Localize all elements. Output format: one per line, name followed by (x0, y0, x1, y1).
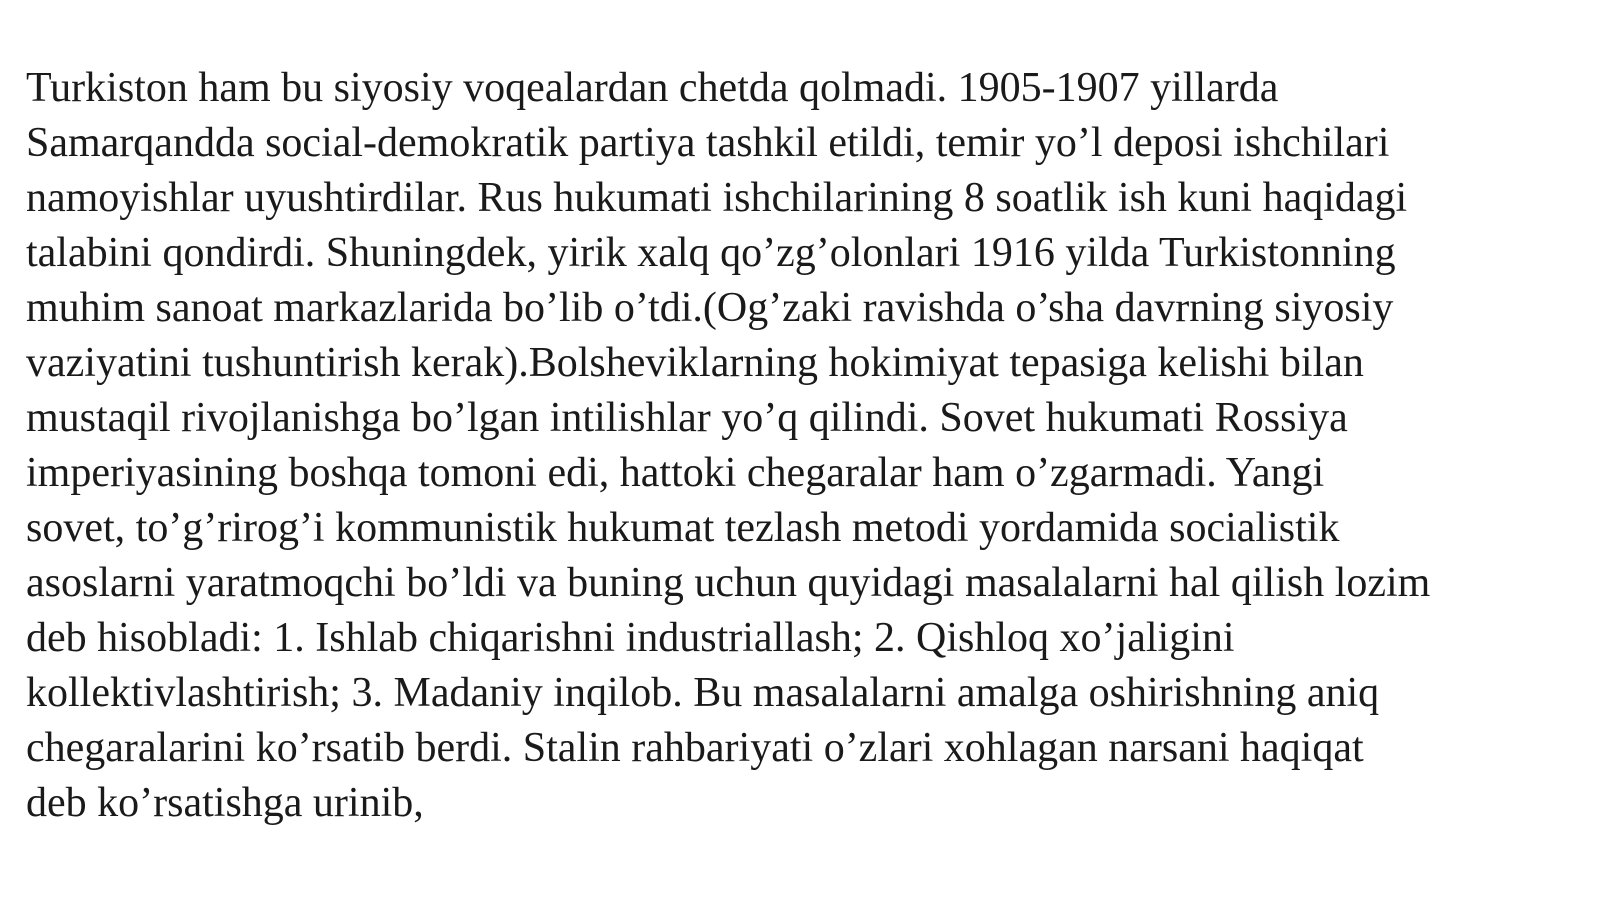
text-line: chegaralarini ko’rsatib berdi. Stalin rahbariyati o’zlari xohlagan narsani haqiqat (26, 725, 1364, 771)
text-line: sovet, to’g’rirog’i kommunistik hukumat tezlash metodi yordamida socialistik (26, 505, 1340, 551)
text-line: deb ko’rsatishga urinib, (26, 780, 424, 826)
text-line: mustaqil rivojlanishga bo’lgan intilishlar yo’q qilindi. Sovet hukumati Rossiya (26, 395, 1348, 441)
text-line: namoyishlar uyushtirdilar. Rus hukumati ishchilarining 8 soatlik ish kuni haqidagi (26, 175, 1408, 221)
text-line: Samarqandda social-demokratik partiya tashkil etildi, temir yo’l deposi ishchilari (26, 120, 1390, 166)
text-line: Turkiston ham bu siyosiy voqealardan chetda qolmadi. 1905-1907 yillarda (26, 65, 1279, 111)
text-line: imperiyasining boshqa tomoni edi, hattoki chegaralar ham o’zgarmadi. Yangi (26, 450, 1325, 496)
text-line: muhim sanoat markazlarida bo’lib o’tdi.(Og’zaki ravishda o’sha davrning siyosiy (26, 285, 1394, 331)
text-line: deb hisobladi: 1. Ishlab chiqarishni industriallash; 2. Qishloq xo’jaligini (26, 615, 1235, 661)
text-line: talabini qondirdi. Shuningdek, yirik xalq qo’zg’olonlari 1916 yilda Turkistonning (26, 230, 1396, 276)
text-line: asoslarni yaratmoqchi bo’ldi va buning uchun quyidagi masalalarni hal qilish lozim (26, 560, 1431, 606)
body-paragraph (26, 61, 1586, 831)
text-line: vaziyatini tushuntirish kerak).Bolsheviklarning hokimiyat tepasiga kelishi bilan (26, 340, 1364, 386)
text-line: kollektivlashtirish; 3. Madaniy inqilob. Bu masalalarni amalga oshirishning aniq (26, 670, 1380, 716)
